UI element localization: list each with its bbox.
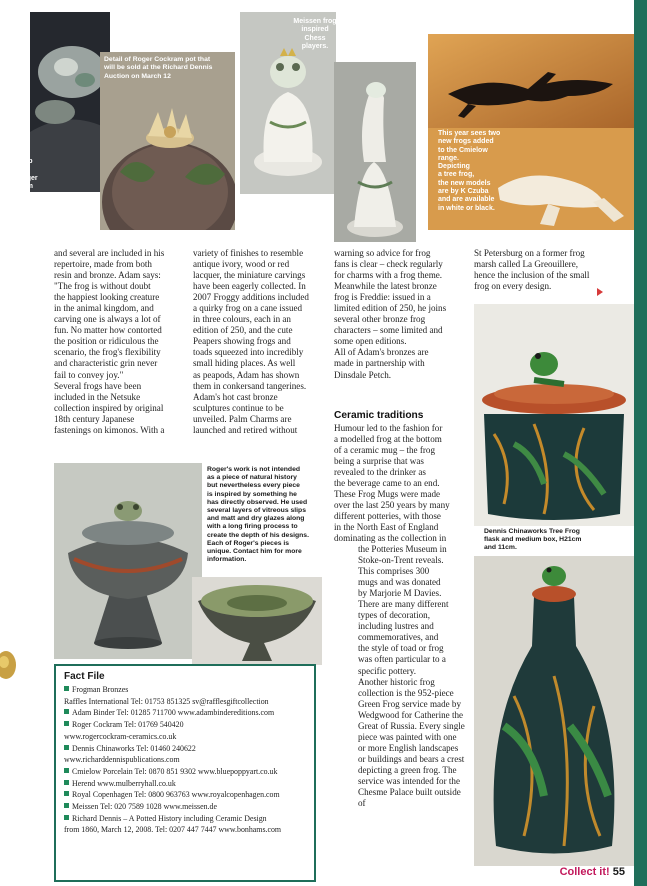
fact-file-line	[64, 696, 314, 708]
page-footer	[560, 866, 625, 878]
fact-file-line	[64, 731, 314, 743]
body-column-1: and several are included in his repertoire, made from both resin and bronze. Adam says: "The frog is without doubt the happiest looking creature in the animal kingdom, and carving one is always a lot of fun. No matter how contorted the position or ridiculous the scenario, the frog's flexibility and characteristic grin never fail to convey joy." Several frogs have been included in the Netsuke collection inspired by original 18th century Japanese fastenings on kimonos. With a	[54, 248, 165, 435]
bullet-square-icon	[64, 768, 69, 773]
fact-file-line	[64, 778, 314, 790]
body-column-3-top: warning so advice for frog fans is clear – check regularly for charms with a frog theme. Meanwhile the latest bronze frog is Freddie: issued in a limited edition of 250, he joins several other bronze frog characters – some limited and some open editions. All of Adam's bronzes are made in partnership with Dinsdale Petch.	[334, 248, 447, 380]
bullet-square-icon	[64, 791, 69, 796]
fact-file-box	[54, 664, 316, 882]
bullet-square-icon	[64, 815, 69, 820]
fact-file-text: Royal Copenhagen Tel: 0800 963763 www.royalcopenhagen.com	[72, 790, 280, 800]
page-number: 55	[612, 866, 625, 878]
photo-roger-frog-jar	[54, 463, 202, 659]
caption-closeup: Close up detail of a Roger Cockram frog.	[3, 158, 38, 199]
fact-file-text: from 1860, March 12, 2008. Tel: 0207 447 7447 www.bonhams.com	[64, 825, 282, 835]
fact-file-line	[64, 719, 314, 731]
caption-detail-pot: Detail of Roger Cockram pot that will be sold at the Richard Dennis Auction on March 12	[104, 56, 213, 80]
fact-file-line	[64, 754, 314, 766]
magazine-name: Collect it!	[559, 866, 610, 878]
body-column-2: variety of finishes to resemble antique ivory, wood or red lacquer, the miniature carvings have been eagerly collected. In 2007 Froggy additions included a quirky frog on a cane issued in three colours, each in an edition of 250, and the cute Peapers showing frogs and toads squeezed into incredibly small hiding places. As well as peapods, Adam has shown them in conkersand tangerines. Adam's hot cast bronze sculptures continue to be unveiled. Palm Charms are launched and retired without	[193, 248, 309, 435]
body-column-3-mid: Humour led to the fashion for a modelled frog at the bottom of a ceramic mug – the frog being a surprise that was revealed to the drinker as the beverage came to an end. These Frog Mugs were made over the last 250 years by many different potteries, with those in the North East of England dominating as the collection in	[334, 423, 450, 544]
bullet-square-icon	[64, 686, 69, 691]
fact-file-text: Frogman Bronzes	[72, 685, 129, 694]
fact-file-line	[64, 801, 314, 813]
photo-meissen-frog-2	[334, 62, 416, 242]
bullet-square-icon	[64, 780, 69, 785]
bullet-square-icon	[64, 709, 69, 714]
fact-file-text: Roger Cockram Tel: 01769 540420	[72, 720, 184, 730]
page-edge-strip	[634, 0, 647, 886]
left-edge-gold-detail	[0, 640, 22, 690]
fact-file-line	[64, 789, 314, 801]
fact-file-text: Meissen Tel: 020 7589 1028 www.meissen.de	[72, 802, 217, 812]
fact-file-line	[64, 813, 314, 825]
roger-note: Roger's work is not intended as a piece of natural history but nevertheless every piece is inspired by something he has directly observed. He used several layers of vitreous slips and matt and dry glazes along with a long firing process to create the depth of his designs. Each of Roger's pieces is unique. Contact him for more information.	[207, 466, 309, 564]
fact-file-text: Herend www.mulberryhall.co.uk	[72, 778, 176, 788]
body-column-4-top: St Petersburg on a former frog marsh called La Greouillere, hence the inclusion of the small frog on every design.	[474, 248, 590, 292]
caption-cmielow: This year sees two new frogs added to the Cmielow range. Depicting a tree frog, the new models are by K Czuba and are available in white or black.	[438, 130, 501, 212]
fact-file-text: www.rogercockram-ceramics.co.uk	[64, 731, 177, 741]
body-column-3-narrow: the Potteries Museum in Stoke-on-Trent reveals. This comprises 300 mugs and was donated by Marjorie M Davies. There are many different types of decoration, including lustres and commemoratives, and the style of toad or frog was often particular to a specific pottery. Another historic frog collection is the 952-piece Green Frog service made by Wedgwood for Catherine the Great of Russia. Every single piece was painted with one or more English landscapes or buildings and bears a crest depicting a green frog. The service was intended for the Chesme Palace built outside of	[358, 544, 465, 809]
fact-file-list	[64, 684, 314, 836]
fact-file-line	[64, 824, 314, 836]
fact-file-text: Dennis Chinaworks Tel: 01460 240622	[72, 743, 196, 753]
fact-file-title: Fact File	[64, 671, 105, 682]
photo-dennis-box	[474, 304, 634, 526]
fact-file-line	[64, 684, 314, 696]
photo-cmielow-black-frog	[428, 34, 634, 130]
photo-dennis-flask	[474, 556, 634, 866]
fact-file-text: Richard Dennis – A Potted History including Ceramic Design	[72, 813, 267, 823]
section-heading: Ceramic traditions	[334, 410, 424, 421]
photo-roger-bowl	[192, 577, 322, 665]
bullet-square-icon	[64, 803, 69, 808]
bullet-square-icon	[64, 745, 69, 750]
fact-file-line	[64, 743, 314, 755]
fact-file-text: Raffles International Tel: 01753 851325 sv@rafflesgiftcollection	[64, 696, 269, 706]
fact-file-line	[64, 766, 314, 778]
fact-file-text: www.richarddennispublications.com	[64, 755, 180, 765]
continue-arrow-icon	[597, 288, 603, 296]
bullet-square-icon	[64, 721, 69, 726]
fact-file-text: Adam Binder Tel: 01285 711700 www.adambindereditions.com	[72, 708, 275, 718]
fact-file-text: Cmielow Porcelain Tel: 0870 851 9302 www.bluepoppyart.co.uk	[72, 766, 278, 776]
caption-meissen: Meissen frog inspired Chess players.	[293, 18, 337, 50]
dennis-caption: Dennis Chinaworks Tree Frog flask and medium box, H21cm and 11cm.	[484, 528, 582, 552]
fact-file-line	[64, 707, 314, 719]
